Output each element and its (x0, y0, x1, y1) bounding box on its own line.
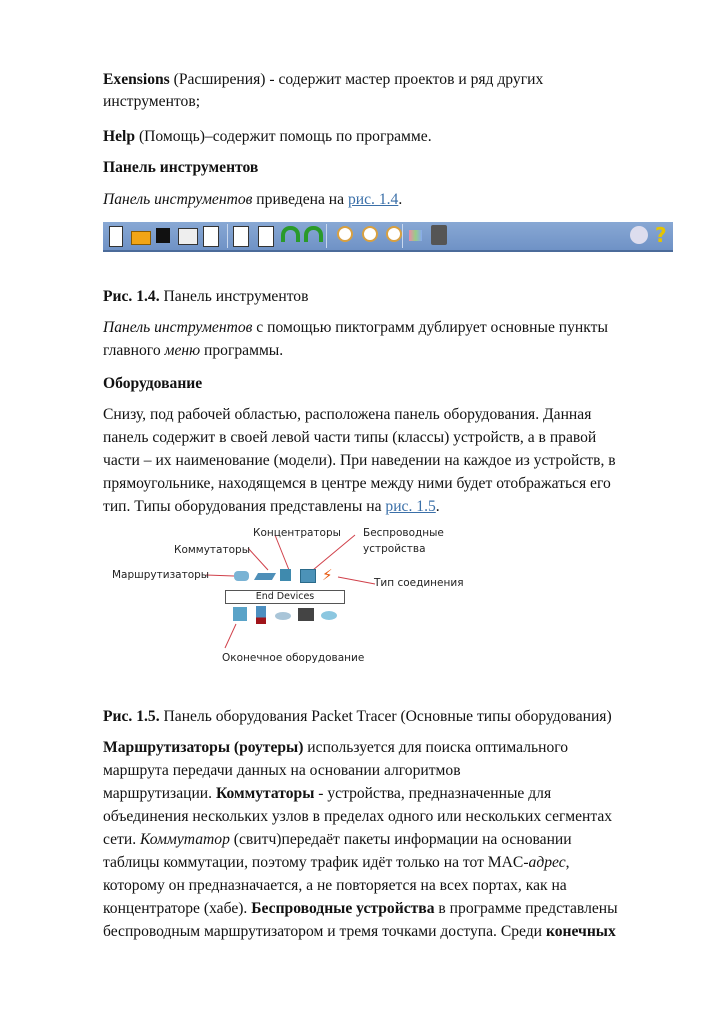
edit-icon (203, 226, 219, 247)
text-line: которому он предназначается, а не повторяется на всех портах, как на (103, 877, 567, 894)
figure-caption: Рис. 1.4. Панель инструментов (103, 288, 309, 305)
hub-icon (280, 569, 291, 581)
end-devices-box: End Devices (225, 590, 345, 604)
text-line: Exensions (Расширения) - содержит мастер проектов и ряд других (103, 71, 544, 88)
figure-link[interactable]: рис. 1.5 (385, 498, 436, 515)
print-icon (178, 228, 198, 245)
paste-icon (258, 226, 274, 247)
text-line: панель содержит в своей левой части типы (классы) устройств, а в правой (103, 429, 597, 446)
text-line: главного меню программы. (103, 342, 284, 359)
copy-icon (233, 226, 249, 247)
zoom-in-icon (337, 226, 353, 242)
label-wireless: Беспроводные (363, 527, 444, 539)
section-heading: Оборудование (103, 375, 203, 392)
text-line: беспроводным маршрутизатором и тремя точками доступа. Среди конечных (103, 923, 616, 940)
text-line: прямоугольнике, находящемся в центре между ними будет отображаться его (103, 475, 611, 492)
label-hubs: Концентраторы (253, 527, 341, 539)
text-line: сети. Коммутатор (свитч)передаёт пакеты информации на основании (103, 831, 572, 848)
server-icon (256, 606, 266, 624)
new-file-icon (109, 226, 123, 247)
zoom-reset-icon (362, 226, 378, 242)
printer-icon (298, 608, 314, 621)
text-line: тип. Типы оборудования представлены на рис. 1.5. (103, 498, 440, 515)
zoom-out-icon (386, 226, 402, 242)
palette-icon (409, 230, 422, 241)
text-line: таблицы коммутации, поэтому трафик идёт только на тот MAC-адрес, (103, 854, 570, 871)
section-heading: Панель инструментов (103, 159, 259, 176)
figure-link[interactable]: рис. 1.4 (347, 191, 399, 208)
label-routers: Маршрутизаторы (112, 569, 210, 581)
label-end-devices: Оконечное оборудование (222, 652, 365, 664)
text-line: Маршрутизаторы (роутеры) используется для поиска оптимального (103, 739, 569, 756)
text-line: объединения нескольких узлов в пределах одного или нескольких сегментах (103, 808, 613, 825)
text-line: маршрутизации. Коммутаторы - устройства, предназначенные для (103, 785, 552, 802)
text-line: части – их наименование (модели). При наведении на каждое из устройств, в (103, 452, 616, 469)
device-icon (431, 225, 447, 245)
label-connection: Тип соединения (374, 577, 464, 589)
router-icon (234, 571, 249, 581)
wireless-icon (300, 569, 316, 583)
figure-caption: Рис. 1.5. Панель оборудования Packet Tracer (Основные типы оборудования) (103, 708, 612, 725)
text-line: Панель инструментов приведена на рис. 1.4. (103, 191, 403, 208)
text-line: Help (Помощь)–содержит помощь по программе. (103, 128, 432, 145)
open-folder-icon (131, 231, 151, 245)
label-wireless: устройства (363, 543, 426, 555)
phone-icon (275, 612, 291, 620)
redo-icon (304, 226, 323, 242)
label-switches: Коммутаторы (174, 544, 250, 556)
help-icon: ? (655, 223, 667, 247)
text-line: инструментов; (103, 93, 201, 110)
wireless-end-device-icon (321, 611, 337, 620)
pc-icon (233, 607, 247, 621)
text-line: Снизу, под рабочей областью, расположена панель оборудования. Данная (103, 406, 592, 423)
undo-icon (281, 226, 300, 242)
text-line: маршрута передачи данных на основании алгоритмов (103, 762, 461, 779)
equipment-panel-figure (100, 520, 480, 670)
text-line: Панель инструментов с помощью пиктограмм дублирует основные пункты (103, 319, 608, 336)
save-icon (156, 228, 170, 243)
info-icon (630, 226, 648, 244)
text-line: концентраторе (хабе). Беспроводные устройства в программе представлены (103, 900, 618, 917)
toolbar-image (103, 222, 673, 252)
connection-icon: ⚡ (322, 566, 333, 584)
